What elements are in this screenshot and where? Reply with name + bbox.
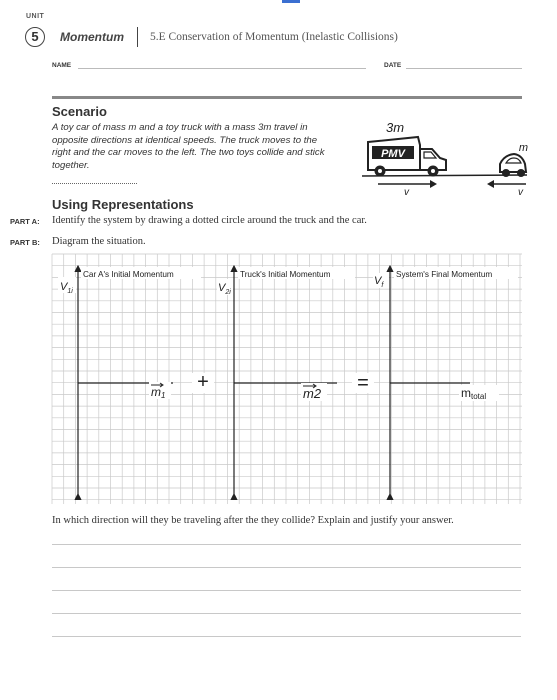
date-field[interactable]: [406, 68, 522, 69]
panel-2-axis-label: $V_{2i}$: [218, 282, 231, 296]
section-divider: [52, 96, 522, 99]
title-divider: [137, 27, 138, 47]
car-arrowhead-icon: [487, 180, 494, 188]
road-line: [362, 175, 527, 176]
answer-line[interactable]: [52, 613, 521, 614]
car-icon: [500, 154, 526, 177]
answer-line[interactable]: [52, 544, 521, 545]
answer-line[interactable]: [52, 590, 521, 591]
question-text: In which direction will they be traveling after the they collide? Explain and justify your answer.: [52, 515, 454, 526]
part-b-label: PART B:: [10, 238, 40, 247]
truck-logo-text: PMV: [381, 148, 405, 160]
part-a-text: Identify the system by drawing a dotted circle around the truck and the car.: [52, 215, 367, 226]
unit-name: Momentum: [60, 30, 124, 44]
equals-sign: =: [357, 372, 369, 394]
representations-heading: Using Representations: [52, 197, 194, 212]
unit-label: UNIT: [26, 13, 45, 20]
panel-1-mass-label: m1: [151, 385, 166, 400]
car-velocity-label: v: [518, 187, 523, 198]
scenario-text: A toy car of mass m and a toy truck with a mass 3m travel in opposite directions at identical speeds. The truck moves to the right and the car moves to the left. The two toys collide and stick together.: [52, 122, 325, 171]
truck-arrowhead-icon: [430, 180, 437, 188]
answer-line[interactable]: [52, 567, 521, 568]
answer-line[interactable]: [52, 636, 521, 637]
truck-velocity-label: v: [404, 187, 409, 198]
part-b-text: Diagram the situation.: [52, 236, 146, 247]
car-mass-label: m: [518, 142, 528, 154]
panel-2-title: Truck's Initial Momentum: [240, 270, 331, 279]
panel-3-title: System's Final Momentum: [396, 270, 493, 279]
date-label: DATE: [384, 62, 402, 69]
name-field[interactable]: [78, 68, 366, 69]
truck-car-illustration: [362, 118, 527, 198]
scenario-dotted-line: [52, 183, 137, 184]
plus-sign: +: [197, 371, 209, 393]
unit-number-badge: 5: [25, 27, 45, 47]
scenario-heading: Scenario: [52, 104, 107, 119]
panel-1-title: Car A's Initial Momentum: [83, 270, 174, 279]
panel-2-mass-label: m2: [303, 386, 322, 401]
panel-3-axis-label: $V_f$: [374, 275, 384, 289]
panel-3-mass-label: mtotal: [461, 386, 487, 401]
momentum-diagram-grid[interactable]: [52, 254, 522, 504]
grid-lines: [52, 254, 522, 504]
name-label: NAME: [52, 62, 72, 69]
lesson-title: 5.E Conservation of Momentum (Inelastic Collisions): [150, 31, 398, 43]
panel-1-axis-label: $V_{1i}$: [60, 281, 73, 295]
part-a-label: PART A:: [10, 217, 40, 226]
top-accent-bar: [282, 0, 300, 3]
truck-icon: [368, 137, 446, 177]
truck-mass-label: 3m: [386, 120, 405, 135]
car-momentum-panel: [58, 266, 201, 494]
